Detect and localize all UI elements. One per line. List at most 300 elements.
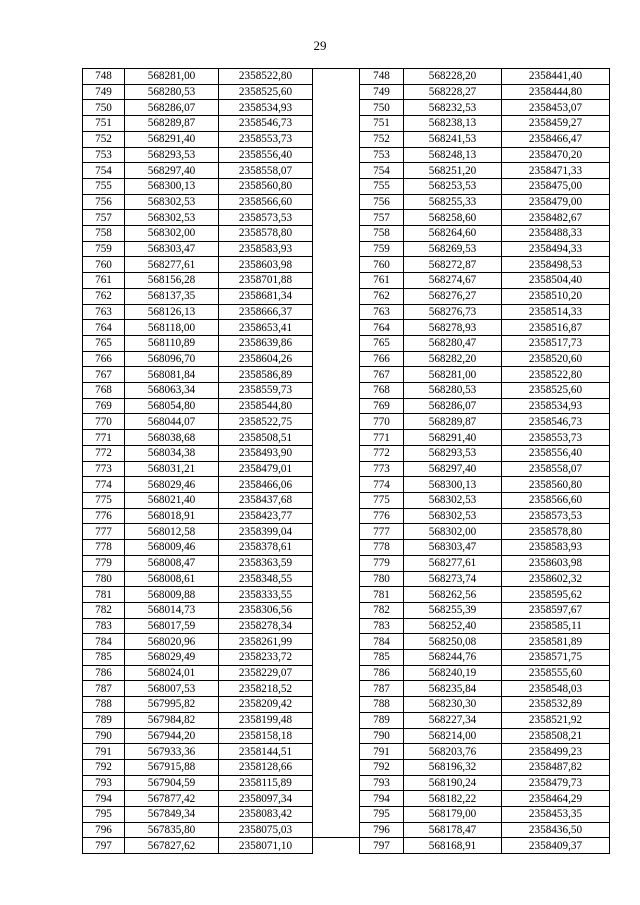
x-coordinate-cell: 568196,32 xyxy=(404,759,502,775)
y-coordinate-cell: 2358548,03 xyxy=(502,681,610,697)
table-row xyxy=(360,100,610,116)
point-number-cell: 789 xyxy=(360,712,404,728)
y-coordinate-cell: 2358603,98 xyxy=(219,257,313,273)
x-coordinate-cell: 568235,84 xyxy=(404,681,502,697)
x-coordinate-cell: 568280,53 xyxy=(125,84,219,100)
point-number-cell: 755 xyxy=(360,178,404,194)
table-row xyxy=(83,524,313,540)
point-number-cell: 779 xyxy=(360,555,404,571)
point-number-cell: 786 xyxy=(83,665,125,681)
point-number-cell: 769 xyxy=(360,398,404,414)
point-number-cell: 762 xyxy=(360,288,404,304)
x-coordinate-cell: 568286,07 xyxy=(125,100,219,116)
y-coordinate-cell: 2358097,34 xyxy=(219,791,313,807)
x-coordinate-cell: 568031,21 xyxy=(125,461,219,477)
point-number-cell: 748 xyxy=(360,69,404,85)
table-row xyxy=(83,508,313,524)
x-coordinate-cell: 567849,34 xyxy=(125,807,219,823)
x-coordinate-cell: 568024,01 xyxy=(125,665,219,681)
y-coordinate-cell: 2358546,73 xyxy=(219,116,313,132)
y-coordinate-cell: 2358520,60 xyxy=(502,351,610,367)
y-coordinate-cell: 2358556,40 xyxy=(219,147,313,163)
table-row xyxy=(360,163,610,179)
y-coordinate-cell: 2358466,06 xyxy=(219,477,313,493)
x-coordinate-cell: 567995,82 xyxy=(125,697,219,713)
x-coordinate-cell: 568021,40 xyxy=(125,492,219,508)
point-number-cell: 788 xyxy=(360,697,404,713)
point-number-cell: 797 xyxy=(83,838,125,854)
y-coordinate-cell: 2358229,07 xyxy=(219,665,313,681)
point-number-cell: 781 xyxy=(360,587,404,603)
x-coordinate-cell: 568214,00 xyxy=(404,728,502,744)
point-number-cell: 797 xyxy=(360,838,404,854)
point-number-cell: 783 xyxy=(83,618,125,634)
page-number: 29 xyxy=(313,38,327,53)
y-coordinate-cell: 2358573,53 xyxy=(219,210,313,226)
x-coordinate-cell: 568232,53 xyxy=(404,100,502,116)
table-row xyxy=(83,634,313,650)
point-number-cell: 765 xyxy=(83,335,125,351)
x-coordinate-cell: 568281,00 xyxy=(404,367,502,383)
x-coordinate-cell: 568276,27 xyxy=(404,288,502,304)
table-row xyxy=(83,697,313,713)
x-coordinate-cell: 568137,35 xyxy=(125,288,219,304)
x-coordinate-cell: 568286,07 xyxy=(404,398,502,414)
y-coordinate-cell: 2358464,29 xyxy=(502,791,610,807)
x-coordinate-cell: 567877,42 xyxy=(125,791,219,807)
table-row xyxy=(83,775,313,791)
x-coordinate-cell: 568244,76 xyxy=(404,650,502,666)
coordinates-grid xyxy=(82,68,609,852)
point-number-cell: 774 xyxy=(83,477,125,493)
y-coordinate-cell: 2358585,11 xyxy=(502,618,610,634)
point-number-cell: 781 xyxy=(83,587,125,603)
point-number-cell: 773 xyxy=(360,461,404,477)
y-coordinate-cell: 2358444,80 xyxy=(502,84,610,100)
y-coordinate-cell: 2358517,73 xyxy=(502,335,610,351)
point-number-cell: 753 xyxy=(360,147,404,163)
table-row xyxy=(83,665,313,681)
x-coordinate-cell: 568007,53 xyxy=(125,681,219,697)
y-coordinate-cell: 2358516,87 xyxy=(502,320,610,336)
table-row xyxy=(360,383,610,399)
table-row xyxy=(83,69,313,85)
y-coordinate-cell: 2358333,55 xyxy=(219,587,313,603)
table-row xyxy=(83,383,313,399)
x-coordinate-cell: 568178,47 xyxy=(404,822,502,838)
table-row xyxy=(83,131,313,147)
table-row xyxy=(83,461,313,477)
x-coordinate-cell: 568269,53 xyxy=(404,241,502,257)
y-coordinate-cell: 2358681,34 xyxy=(219,288,313,304)
x-coordinate-cell: 568190,24 xyxy=(404,775,502,791)
y-coordinate-cell: 2358306,56 xyxy=(219,602,313,618)
x-coordinate-cell: 567984,82 xyxy=(125,712,219,728)
x-coordinate-cell: 568096,70 xyxy=(125,351,219,367)
table-row xyxy=(83,650,313,666)
table-row xyxy=(360,697,610,713)
point-number-cell: 769 xyxy=(83,398,125,414)
x-coordinate-cell: 568251,20 xyxy=(404,163,502,179)
table-row xyxy=(360,838,610,854)
point-number-cell: 761 xyxy=(83,273,125,289)
table-row xyxy=(360,131,610,147)
y-coordinate-cell: 2358510,20 xyxy=(502,288,610,304)
x-coordinate-cell: 567835,80 xyxy=(125,822,219,838)
point-number-cell: 754 xyxy=(360,163,404,179)
x-coordinate-cell: 568029,46 xyxy=(125,477,219,493)
y-coordinate-cell: 2358595,62 xyxy=(502,587,610,603)
x-coordinate-cell: 568273,74 xyxy=(404,571,502,587)
point-number-cell: 773 xyxy=(83,461,125,477)
x-coordinate-cell: 568240,19 xyxy=(404,665,502,681)
point-number-cell: 796 xyxy=(83,822,125,838)
point-number-cell: 793 xyxy=(83,775,125,791)
point-number-cell: 785 xyxy=(83,650,125,666)
point-number-cell: 772 xyxy=(83,445,125,461)
x-coordinate-cell: 568278,93 xyxy=(404,320,502,336)
y-coordinate-cell: 2358479,73 xyxy=(502,775,610,791)
x-coordinate-cell: 568241,53 xyxy=(404,131,502,147)
y-coordinate-cell: 2358508,51 xyxy=(219,430,313,446)
table-row xyxy=(83,398,313,414)
point-number-cell: 778 xyxy=(360,540,404,556)
y-coordinate-cell: 2358534,93 xyxy=(502,398,610,414)
y-coordinate-cell: 2358423,77 xyxy=(219,508,313,524)
table-row xyxy=(360,634,610,650)
point-number-cell: 756 xyxy=(83,194,125,210)
point-number-cell: 791 xyxy=(360,744,404,760)
point-number-cell: 757 xyxy=(83,210,125,226)
table-row xyxy=(83,320,313,336)
point-number-cell: 763 xyxy=(83,304,125,320)
point-number-cell: 752 xyxy=(360,131,404,147)
x-coordinate-cell: 568280,53 xyxy=(404,383,502,399)
table-row xyxy=(360,335,610,351)
point-number-cell: 783 xyxy=(360,618,404,634)
y-coordinate-cell: 2358278,34 xyxy=(219,618,313,634)
y-coordinate-cell: 2358522,80 xyxy=(219,69,313,85)
point-number-cell: 787 xyxy=(360,681,404,697)
table-row xyxy=(360,791,610,807)
x-coordinate-cell: 568293,53 xyxy=(404,445,502,461)
point-number-cell: 780 xyxy=(360,571,404,587)
point-number-cell: 768 xyxy=(360,383,404,399)
y-coordinate-cell: 2358441,40 xyxy=(502,69,610,85)
x-coordinate-cell: 568008,47 xyxy=(125,555,219,571)
point-number-cell: 749 xyxy=(83,84,125,100)
table-row xyxy=(83,555,313,571)
point-number-cell: 779 xyxy=(83,555,125,571)
point-number-cell: 764 xyxy=(360,320,404,336)
table-row xyxy=(83,84,313,100)
x-coordinate-cell: 568293,53 xyxy=(125,147,219,163)
point-number-cell: 752 xyxy=(83,131,125,147)
y-coordinate-cell: 2358525,60 xyxy=(502,383,610,399)
point-number-cell: 774 xyxy=(360,477,404,493)
table-row xyxy=(83,210,313,226)
x-coordinate-cell: 568009,46 xyxy=(125,540,219,556)
table-row xyxy=(83,791,313,807)
table-row xyxy=(360,194,610,210)
table-row xyxy=(83,602,313,618)
point-number-cell: 757 xyxy=(360,210,404,226)
x-coordinate-cell: 567904,59 xyxy=(125,775,219,791)
x-coordinate-cell: 568020,96 xyxy=(125,634,219,650)
x-coordinate-cell: 568228,27 xyxy=(404,84,502,100)
x-coordinate-cell: 568272,87 xyxy=(404,257,502,273)
y-coordinate-cell: 2358261,99 xyxy=(219,634,313,650)
table-row xyxy=(360,461,610,477)
table-row xyxy=(83,681,313,697)
x-coordinate-cell: 568156,28 xyxy=(125,273,219,289)
table-row xyxy=(360,712,610,728)
y-coordinate-cell: 2358578,80 xyxy=(219,226,313,242)
y-coordinate-cell: 2358475,00 xyxy=(502,178,610,194)
point-number-cell: 758 xyxy=(83,226,125,242)
point-number-cell: 765 xyxy=(360,335,404,351)
point-number-cell: 760 xyxy=(360,257,404,273)
point-number-cell: 795 xyxy=(83,807,125,823)
y-coordinate-cell: 2358378,61 xyxy=(219,540,313,556)
x-coordinate-cell: 568274,67 xyxy=(404,273,502,289)
table-row xyxy=(83,367,313,383)
table-row xyxy=(360,398,610,414)
x-coordinate-cell: 568276,73 xyxy=(404,304,502,320)
table-row xyxy=(360,367,610,383)
x-coordinate-cell: 567827,62 xyxy=(125,838,219,854)
table-row xyxy=(83,116,313,132)
table-row xyxy=(83,807,313,823)
x-coordinate-cell: 568300,13 xyxy=(125,178,219,194)
point-number-cell: 772 xyxy=(360,445,404,461)
y-coordinate-cell: 2358498,53 xyxy=(502,257,610,273)
y-coordinate-cell: 2358233,72 xyxy=(219,650,313,666)
y-coordinate-cell: 2358560,80 xyxy=(219,178,313,194)
table-row xyxy=(83,194,313,210)
x-coordinate-cell: 568282,20 xyxy=(404,351,502,367)
x-coordinate-cell: 568182,22 xyxy=(404,791,502,807)
point-number-cell: 753 xyxy=(83,147,125,163)
x-coordinate-cell: 568126,13 xyxy=(125,304,219,320)
y-coordinate-cell: 2358566,60 xyxy=(502,492,610,508)
y-coordinate-cell: 2358158,18 xyxy=(219,728,313,744)
y-coordinate-cell: 2358494,33 xyxy=(502,241,610,257)
y-coordinate-cell: 2358583,93 xyxy=(219,241,313,257)
y-coordinate-cell: 2358603,98 xyxy=(502,555,610,571)
point-number-cell: 784 xyxy=(83,634,125,650)
x-coordinate-cell: 568044,07 xyxy=(125,414,219,430)
point-number-cell: 764 xyxy=(83,320,125,336)
x-coordinate-cell: 568253,53 xyxy=(404,178,502,194)
table-row xyxy=(360,414,610,430)
x-coordinate-cell: 568118,00 xyxy=(125,320,219,336)
point-number-cell: 788 xyxy=(83,697,125,713)
y-coordinate-cell: 2358553,73 xyxy=(502,430,610,446)
table-row xyxy=(360,430,610,446)
right-table-body xyxy=(360,69,610,854)
left-table-body xyxy=(83,69,313,854)
y-coordinate-cell: 2358522,75 xyxy=(219,414,313,430)
table-row xyxy=(360,288,610,304)
point-number-cell: 770 xyxy=(83,414,125,430)
y-coordinate-cell: 2358083,42 xyxy=(219,807,313,823)
x-coordinate-cell: 568038,68 xyxy=(125,430,219,446)
table-row xyxy=(360,351,610,367)
table-row xyxy=(360,69,610,85)
point-number-cell: 759 xyxy=(83,241,125,257)
y-coordinate-cell: 2358571,75 xyxy=(502,650,610,666)
table-row xyxy=(360,320,610,336)
point-number-cell: 777 xyxy=(360,524,404,540)
table-row xyxy=(360,681,610,697)
x-coordinate-cell: 568252,40 xyxy=(404,618,502,634)
point-number-cell: 789 xyxy=(83,712,125,728)
table-row xyxy=(360,508,610,524)
point-number-cell: 775 xyxy=(360,492,404,508)
x-coordinate-cell: 568264,60 xyxy=(404,226,502,242)
point-number-cell: 766 xyxy=(83,351,125,367)
y-coordinate-cell: 2358488,33 xyxy=(502,226,610,242)
table-row xyxy=(360,226,610,242)
y-coordinate-cell: 2358487,82 xyxy=(502,759,610,775)
table-row xyxy=(83,759,313,775)
point-number-cell: 751 xyxy=(83,116,125,132)
point-number-cell: 749 xyxy=(360,84,404,100)
y-coordinate-cell: 2358436,50 xyxy=(502,822,610,838)
y-coordinate-cell: 2358566,60 xyxy=(219,194,313,210)
point-number-cell: 754 xyxy=(83,163,125,179)
table-row xyxy=(83,163,313,179)
y-coordinate-cell: 2358639,86 xyxy=(219,335,313,351)
point-number-cell: 750 xyxy=(360,100,404,116)
point-number-cell: 778 xyxy=(83,540,125,556)
x-coordinate-cell: 568289,87 xyxy=(125,116,219,132)
y-coordinate-cell: 2358075,03 xyxy=(219,822,313,838)
y-coordinate-cell: 2358581,89 xyxy=(502,634,610,650)
y-coordinate-cell: 2358555,60 xyxy=(502,665,610,681)
point-number-cell: 790 xyxy=(83,728,125,744)
y-coordinate-cell: 2358504,40 xyxy=(502,273,610,289)
table-row xyxy=(360,540,610,556)
x-coordinate-cell: 568302,53 xyxy=(125,210,219,226)
x-coordinate-cell: 568014,73 xyxy=(125,602,219,618)
table-row xyxy=(360,477,610,493)
y-coordinate-cell: 2358115,89 xyxy=(219,775,313,791)
table-row xyxy=(83,351,313,367)
table-row xyxy=(83,445,313,461)
point-number-cell: 787 xyxy=(83,681,125,697)
point-number-cell: 792 xyxy=(360,759,404,775)
table-row xyxy=(83,241,313,257)
y-coordinate-cell: 2358514,33 xyxy=(502,304,610,320)
x-coordinate-cell: 567933,36 xyxy=(125,744,219,760)
table-row xyxy=(360,665,610,681)
y-coordinate-cell: 2358493,90 xyxy=(219,445,313,461)
y-coordinate-cell: 2358653,41 xyxy=(219,320,313,336)
y-coordinate-cell: 2358521,92 xyxy=(502,712,610,728)
table-row xyxy=(360,241,610,257)
table-row xyxy=(360,822,610,838)
x-coordinate-cell: 568281,00 xyxy=(125,69,219,85)
point-number-cell: 761 xyxy=(360,273,404,289)
y-coordinate-cell: 2358508,21 xyxy=(502,728,610,744)
table-row xyxy=(83,304,313,320)
x-coordinate-cell: 568230,30 xyxy=(404,697,502,713)
x-coordinate-cell: 568081,84 xyxy=(125,367,219,383)
x-coordinate-cell: 568029,49 xyxy=(125,650,219,666)
table-row xyxy=(360,445,610,461)
table-row xyxy=(83,838,313,854)
y-coordinate-cell: 2358209,42 xyxy=(219,697,313,713)
point-number-cell: 759 xyxy=(360,241,404,257)
table-row xyxy=(83,712,313,728)
y-coordinate-cell: 2358573,53 xyxy=(502,508,610,524)
table-row xyxy=(83,477,313,493)
y-coordinate-cell: 2358602,32 xyxy=(502,571,610,587)
x-coordinate-cell: 568238,13 xyxy=(404,116,502,132)
point-number-cell: 793 xyxy=(360,775,404,791)
x-coordinate-cell: 568303,47 xyxy=(125,241,219,257)
x-coordinate-cell: 568228,20 xyxy=(404,69,502,85)
table-row xyxy=(360,759,610,775)
y-coordinate-cell: 2358583,93 xyxy=(502,540,610,556)
y-coordinate-cell: 2358525,60 xyxy=(219,84,313,100)
y-coordinate-cell: 2358409,37 xyxy=(502,838,610,854)
table-row xyxy=(360,116,610,132)
x-coordinate-cell: 568291,40 xyxy=(404,430,502,446)
table-row xyxy=(360,524,610,540)
y-coordinate-cell: 2358199,48 xyxy=(219,712,313,728)
y-coordinate-cell: 2358559,73 xyxy=(219,383,313,399)
table-row xyxy=(83,430,313,446)
point-number-cell: 758 xyxy=(360,226,404,242)
point-number-cell: 777 xyxy=(83,524,125,540)
x-coordinate-cell: 568297,40 xyxy=(125,163,219,179)
y-coordinate-cell: 2358466,47 xyxy=(502,131,610,147)
table-row xyxy=(360,257,610,273)
y-coordinate-cell: 2358558,07 xyxy=(502,461,610,477)
y-coordinate-cell: 2358546,73 xyxy=(502,414,610,430)
point-number-cell: 785 xyxy=(360,650,404,666)
y-coordinate-cell: 2358453,07 xyxy=(502,100,610,116)
y-coordinate-cell: 2358471,33 xyxy=(502,163,610,179)
table-row xyxy=(83,147,313,163)
point-number-cell: 796 xyxy=(360,822,404,838)
y-coordinate-cell: 2358532,89 xyxy=(502,697,610,713)
x-coordinate-cell: 568302,00 xyxy=(404,524,502,540)
x-coordinate-cell: 568168,91 xyxy=(404,838,502,854)
table-row xyxy=(83,822,313,838)
x-coordinate-cell: 568277,61 xyxy=(404,555,502,571)
point-number-cell: 750 xyxy=(83,100,125,116)
x-coordinate-cell: 567915,88 xyxy=(125,759,219,775)
y-coordinate-cell: 2358453,35 xyxy=(502,807,610,823)
y-coordinate-cell: 2358459,27 xyxy=(502,116,610,132)
point-number-cell: 775 xyxy=(83,492,125,508)
x-coordinate-cell: 568277,61 xyxy=(125,257,219,273)
point-number-cell: 767 xyxy=(360,367,404,383)
table-row xyxy=(83,618,313,634)
y-coordinate-cell: 2358522,80 xyxy=(502,367,610,383)
point-number-cell: 776 xyxy=(83,508,125,524)
y-coordinate-cell: 2358597,67 xyxy=(502,602,610,618)
point-number-cell: 748 xyxy=(83,69,125,85)
table-row xyxy=(360,210,610,226)
point-number-cell: 766 xyxy=(360,351,404,367)
y-coordinate-cell: 2358666,37 xyxy=(219,304,313,320)
x-coordinate-cell: 568034,38 xyxy=(125,445,219,461)
